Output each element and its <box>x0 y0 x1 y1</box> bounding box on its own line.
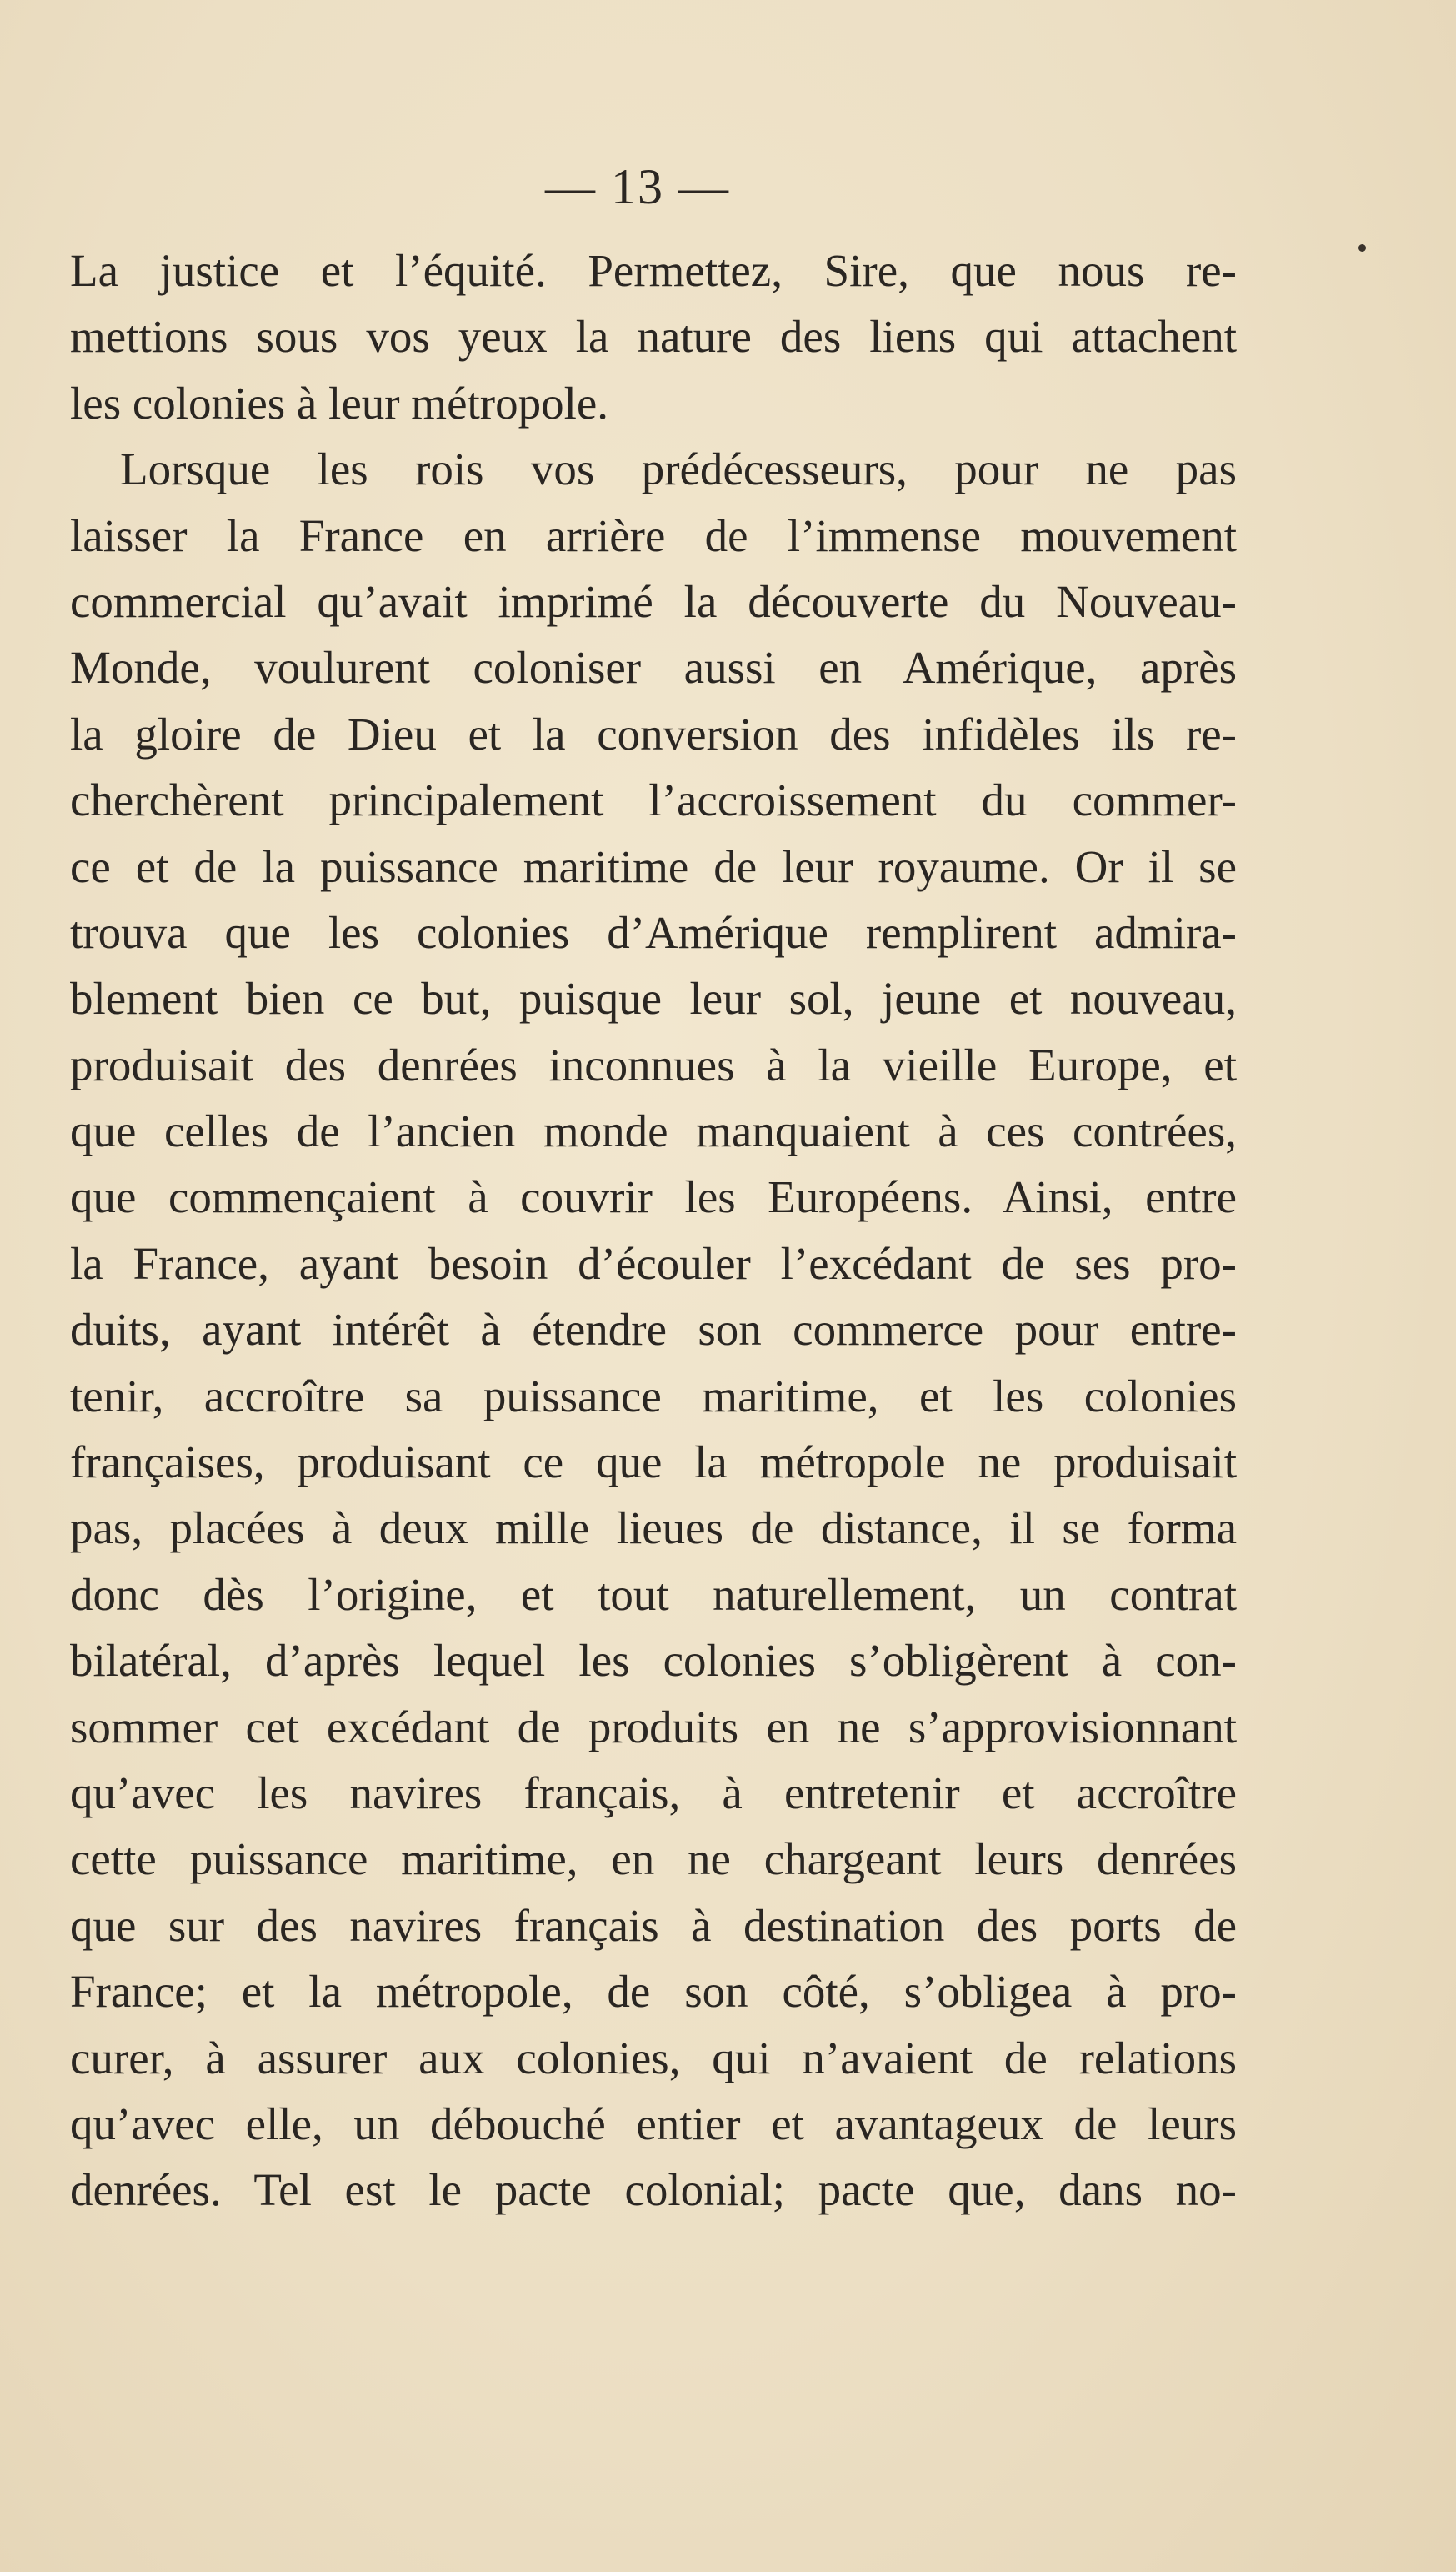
text-line: tenir, accroître sa puissance maritime, et les colonies <box>70 1370 1237 1421</box>
text-line: la gloire de Dieu et la conversion des infidèles ils re- <box>70 708 1237 760</box>
text-line: duits, ayant intérêt à étendre son commerce pour entre- <box>70 1304 1237 1356</box>
text-line: qu’avec les navires français, à entretenir et accroître <box>70 1767 1237 1818</box>
text-line: blement bien ce but, puisque leur sol, jeune et nouveau, <box>70 973 1237 1025</box>
text-line: Lorsque les rois vos prédécesseurs, pour ne pas <box>120 444 1237 495</box>
text-line: mettions sous vos yeux la nature des liens qui attachent <box>70 311 1237 363</box>
text-line: bilatéral, d’après lequel les colonies s’obligèrent à con- <box>70 1635 1237 1687</box>
text-line: cherchèrent principalement l’accroissement du commer- <box>70 775 1237 826</box>
text-line: sommer cet excédant de produits en ne s’approvisionnant <box>70 1701 1237 1752</box>
text-line: la France, ayant besoin d’écouler l’excédant de ses pro- <box>70 1237 1237 1289</box>
body-text <box>70 238 1237 2224</box>
text-line: qu’avec elle, un débouché entier et avantageux de leurs <box>70 2098 1237 2149</box>
text-line: pas, placées à deux mille lieues de distance, il se forma <box>70 1502 1237 1554</box>
text-line: que sur des navires français à destination des ports de <box>70 1899 1237 1951</box>
text-line: produisait des denrées inconnues à la vieille Europe, et <box>70 1039 1237 1090</box>
text-line: que celles de l’ancien monde manquaient à ces contrées, <box>70 1106 1237 1157</box>
text-line: Monde, voulurent coloniser aussi en Amérique, après <box>70 642 1237 694</box>
text-line: curer, à assurer aux colonies, qui n’avaient de relations <box>70 2032 1237 2083</box>
text-line: commercial qu’avait imprimé la découverte du Nouveau- <box>70 575 1237 627</box>
text-line: laisser la France en arrière de l’immense mouvement <box>70 509 1237 561</box>
text-line: denrées. Tel est le pacte colonial; pacte que, dans no- <box>70 2164 1237 2216</box>
text-line: France; et la métropole, de son côté, s’obligea à pro- <box>70 1966 1237 2018</box>
text-line: donc dès l’origine, et tout naturellement, un contrat <box>70 1568 1237 1620</box>
text-line: cette puissance maritime, en ne chargeant leurs denrées <box>70 1833 1237 1885</box>
ink-spot <box>1358 244 1366 252</box>
text-line: les colonies à leur métropole. <box>70 377 609 429</box>
text-line: ce et de la puissance maritime de leur royaume. Or il se <box>70 840 1237 892</box>
text-line: que commençaient à couvrir les Européens. Ainsi, entre <box>70 1171 1237 1223</box>
text-line: françaises, produisant ce que la métropole ne produisait <box>70 1436 1237 1488</box>
text-line: trouva que les colonies d’Amérique remplirent admira- <box>70 906 1237 958</box>
text-line: La justice et l’équité. Permettez, Sire, que nous re- <box>70 245 1237 296</box>
page-number: — 13 — <box>545 159 730 214</box>
